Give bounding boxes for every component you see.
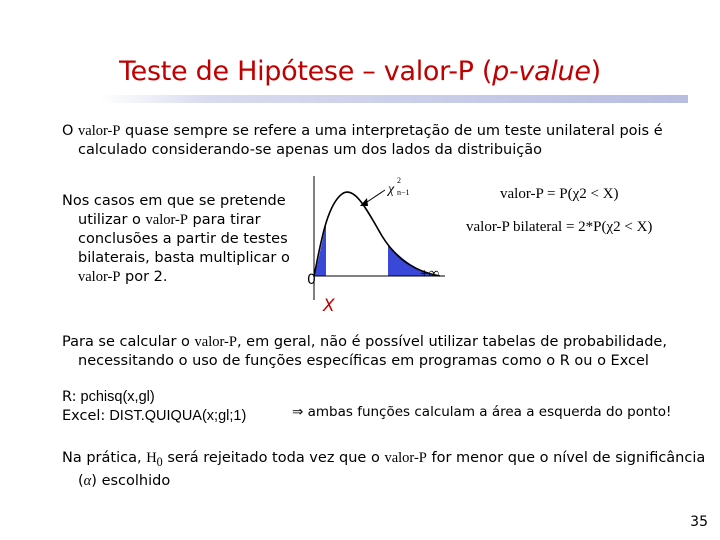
title-close: )	[590, 56, 601, 87]
formula-valor-p-bilateral: valor-P bilateral = 2*P(χ2 < X)	[466, 219, 653, 235]
p2-valorp: valor-P	[145, 212, 188, 228]
p6-e: ) escolhido	[91, 472, 171, 489]
chi-superscript: 2	[397, 176, 401, 185]
p3-c: , em geral, não é possível utilizar tabelas de probabilidade, necessitando o uso de funções específicas em programas como o R ou o Excel	[78, 334, 667, 369]
page-number: 35	[690, 514, 708, 530]
p6-b: será rejeitado toda vez que o	[162, 450, 385, 466]
r-label: R:	[62, 389, 77, 405]
chi-subscript: n−1	[397, 188, 410, 197]
p2-a: Nos casos em que se pretende utilizar o	[62, 193, 286, 228]
title-italic: p-value	[492, 56, 591, 87]
excel-function-line	[62, 407, 292, 426]
title-underline-bar	[100, 95, 688, 103]
title-text: Teste de Hipótese – valor-P (	[119, 56, 493, 87]
r-value: pchisq(x,gl)	[76, 389, 155, 405]
paragraph-software	[62, 333, 718, 371]
p6-d: for menor que o nível de significância (	[78, 450, 706, 489]
r-function-line	[62, 388, 292, 407]
p3-valorp: valor-P	[194, 334, 237, 350]
slide-title	[0, 56, 720, 87]
zero-label: 0	[307, 272, 316, 288]
p1-c: quase sempre se refere a uma interpretação de um teste unilateral pois é calculado considerando-se apenas um dos lados da distribuição	[78, 123, 663, 158]
infinity-label: +∞	[420, 266, 440, 282]
implies-arrow-icon: ⇒	[292, 404, 304, 419]
alpha-symbol: α	[83, 472, 92, 489]
excel-label: Excel:	[62, 408, 106, 424]
paragraph-decision-rule	[62, 449, 718, 491]
p1-a: O	[62, 123, 79, 139]
paragraph-two-sided	[62, 192, 310, 287]
p3-a: Para se calcular o	[62, 334, 195, 350]
h0-symbol: H	[146, 450, 157, 466]
p2-valorp-2: valor-P	[78, 269, 121, 285]
p6-a: Na prática,	[62, 450, 147, 466]
p2-c: para tirar conclusões a partir de testes bilaterais, basta multiplicar o	[78, 212, 290, 266]
p1-valorp: valor-P	[78, 123, 121, 139]
paragraph-one-sided	[62, 122, 698, 160]
formula-valor-p: valor-P = P(χ2 < X)	[500, 186, 619, 202]
area-note-text: ambas funções calculam a área a esquerda do ponto!	[303, 404, 672, 420]
x-label: X	[323, 296, 335, 316]
density-curve	[314, 192, 440, 276]
h0-subscript: 0	[156, 454, 163, 469]
excel-value: DIST.QUIQUA(x;gl;1)	[105, 408, 247, 424]
area-note	[292, 402, 672, 422]
function-list	[62, 388, 292, 426]
p6-valorp: valor-P	[384, 450, 427, 466]
chi-symbol: χ	[388, 182, 395, 197]
p2-e: por 2.	[120, 269, 168, 285]
